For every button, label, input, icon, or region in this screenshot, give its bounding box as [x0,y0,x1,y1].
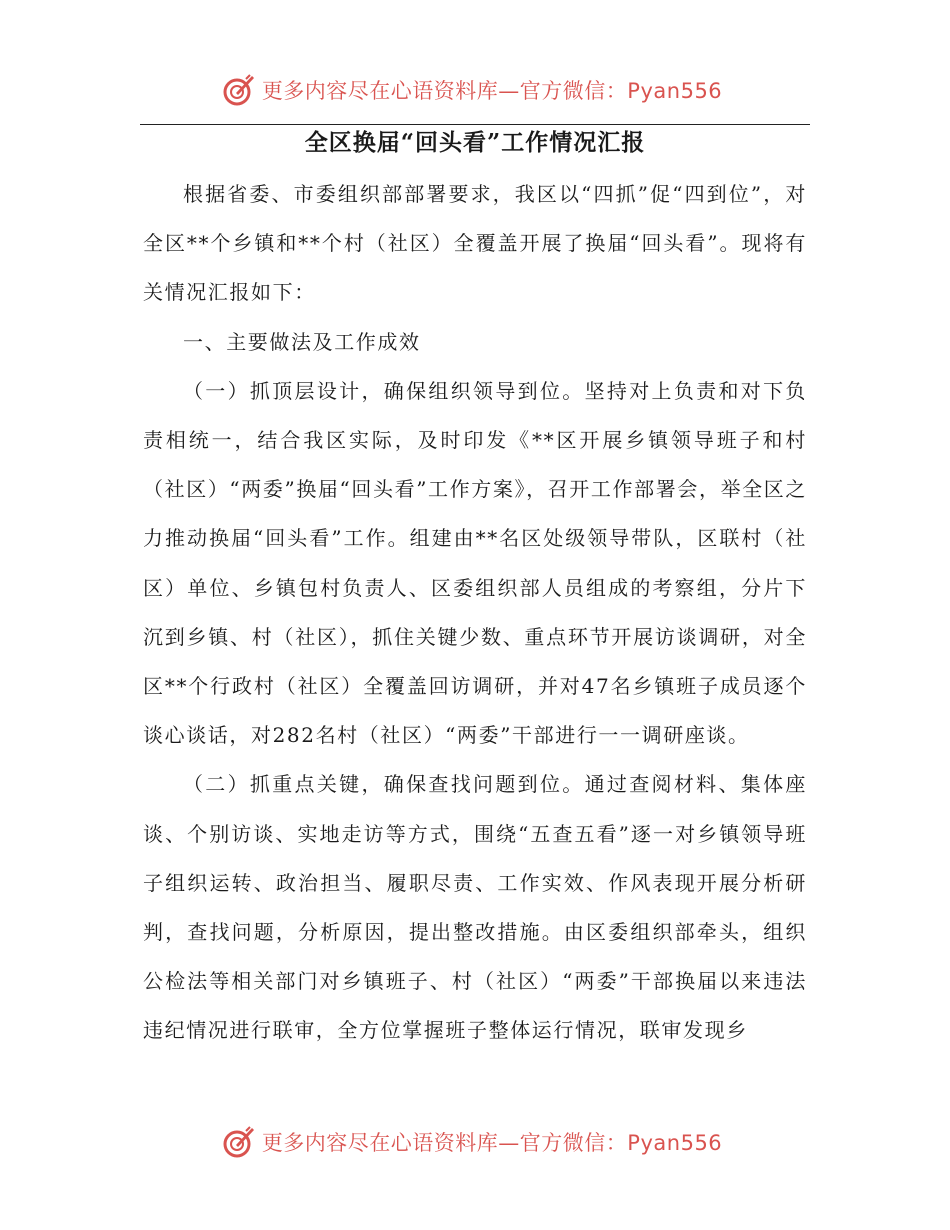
header-watermark [0,68,950,112]
paragraph-intro: 根据省委、市委组织部部署要求，我区以“四抓”促“四到位”，对全区**个乡镇和**个村（社区）全覆盖开展了换届“回头看”。现将有关情况汇报如下： [143,182,807,305]
paragraph-section-1-1: （一）抓顶层设计，确保组织领导到位。坚持对上负责和对下负责相统一，结合我区实际，及时印发《**区开展乡镇领导班子和村（社区）“两委”换届“回头看”工作方案》，召开工作部署会，举全区之力推动换届“回头看”工作。组建由**名区处级领导带队，区联村（社区）单位、乡镇包村负责人、区委组织部人员组成的考察组，分片下沉到乡镇、村（社区），抓住关键少数、重点环节开展访谈调研，对全区**个行政村（社区）全覆盖回访调研，并对47名乡镇班子成员逐个谈心谈话，对282名村（社区）“两委”干部进行一一调研座谈。 [143,378,807,748]
watermark-text: 更多内容尽在心语资料库—官方微信：Pyan556 [261,1131,723,1155]
document-body [143,170,807,1056]
quill-pen-logo-icon [222,1125,256,1159]
watermark-text: 更多内容尽在心语资料库—官方微信：Pyan556 [261,79,723,103]
section-heading-1: 一、主要做法及工作成效 [183,329,421,354]
footer-watermark [0,1120,950,1164]
document-title: 全区换届“回头看”工作情况汇报 [304,129,646,156]
quill-pen-logo-icon [222,73,256,107]
paragraph-section-1-2: （二）抓重点关键，确保查找问题到位。通过查阅材料、集体座谈、个别访谈、实地走访等方式，围绕“五查五看”逐一对乡镇领导班子组织运转、政治担当、履职尽责、工作实效、作风表现开展分析研判，查找问题，分析原因，提出整改措施。由区委组织部牵头，组织公检法等相关部门对乡镇班子、村（社区）“两委”干部换届以来违法违纪情况进行联审，全方位掌握班子整体运行情况，联审发现乡 [143,772,807,1043]
header-divider [140,124,810,125]
